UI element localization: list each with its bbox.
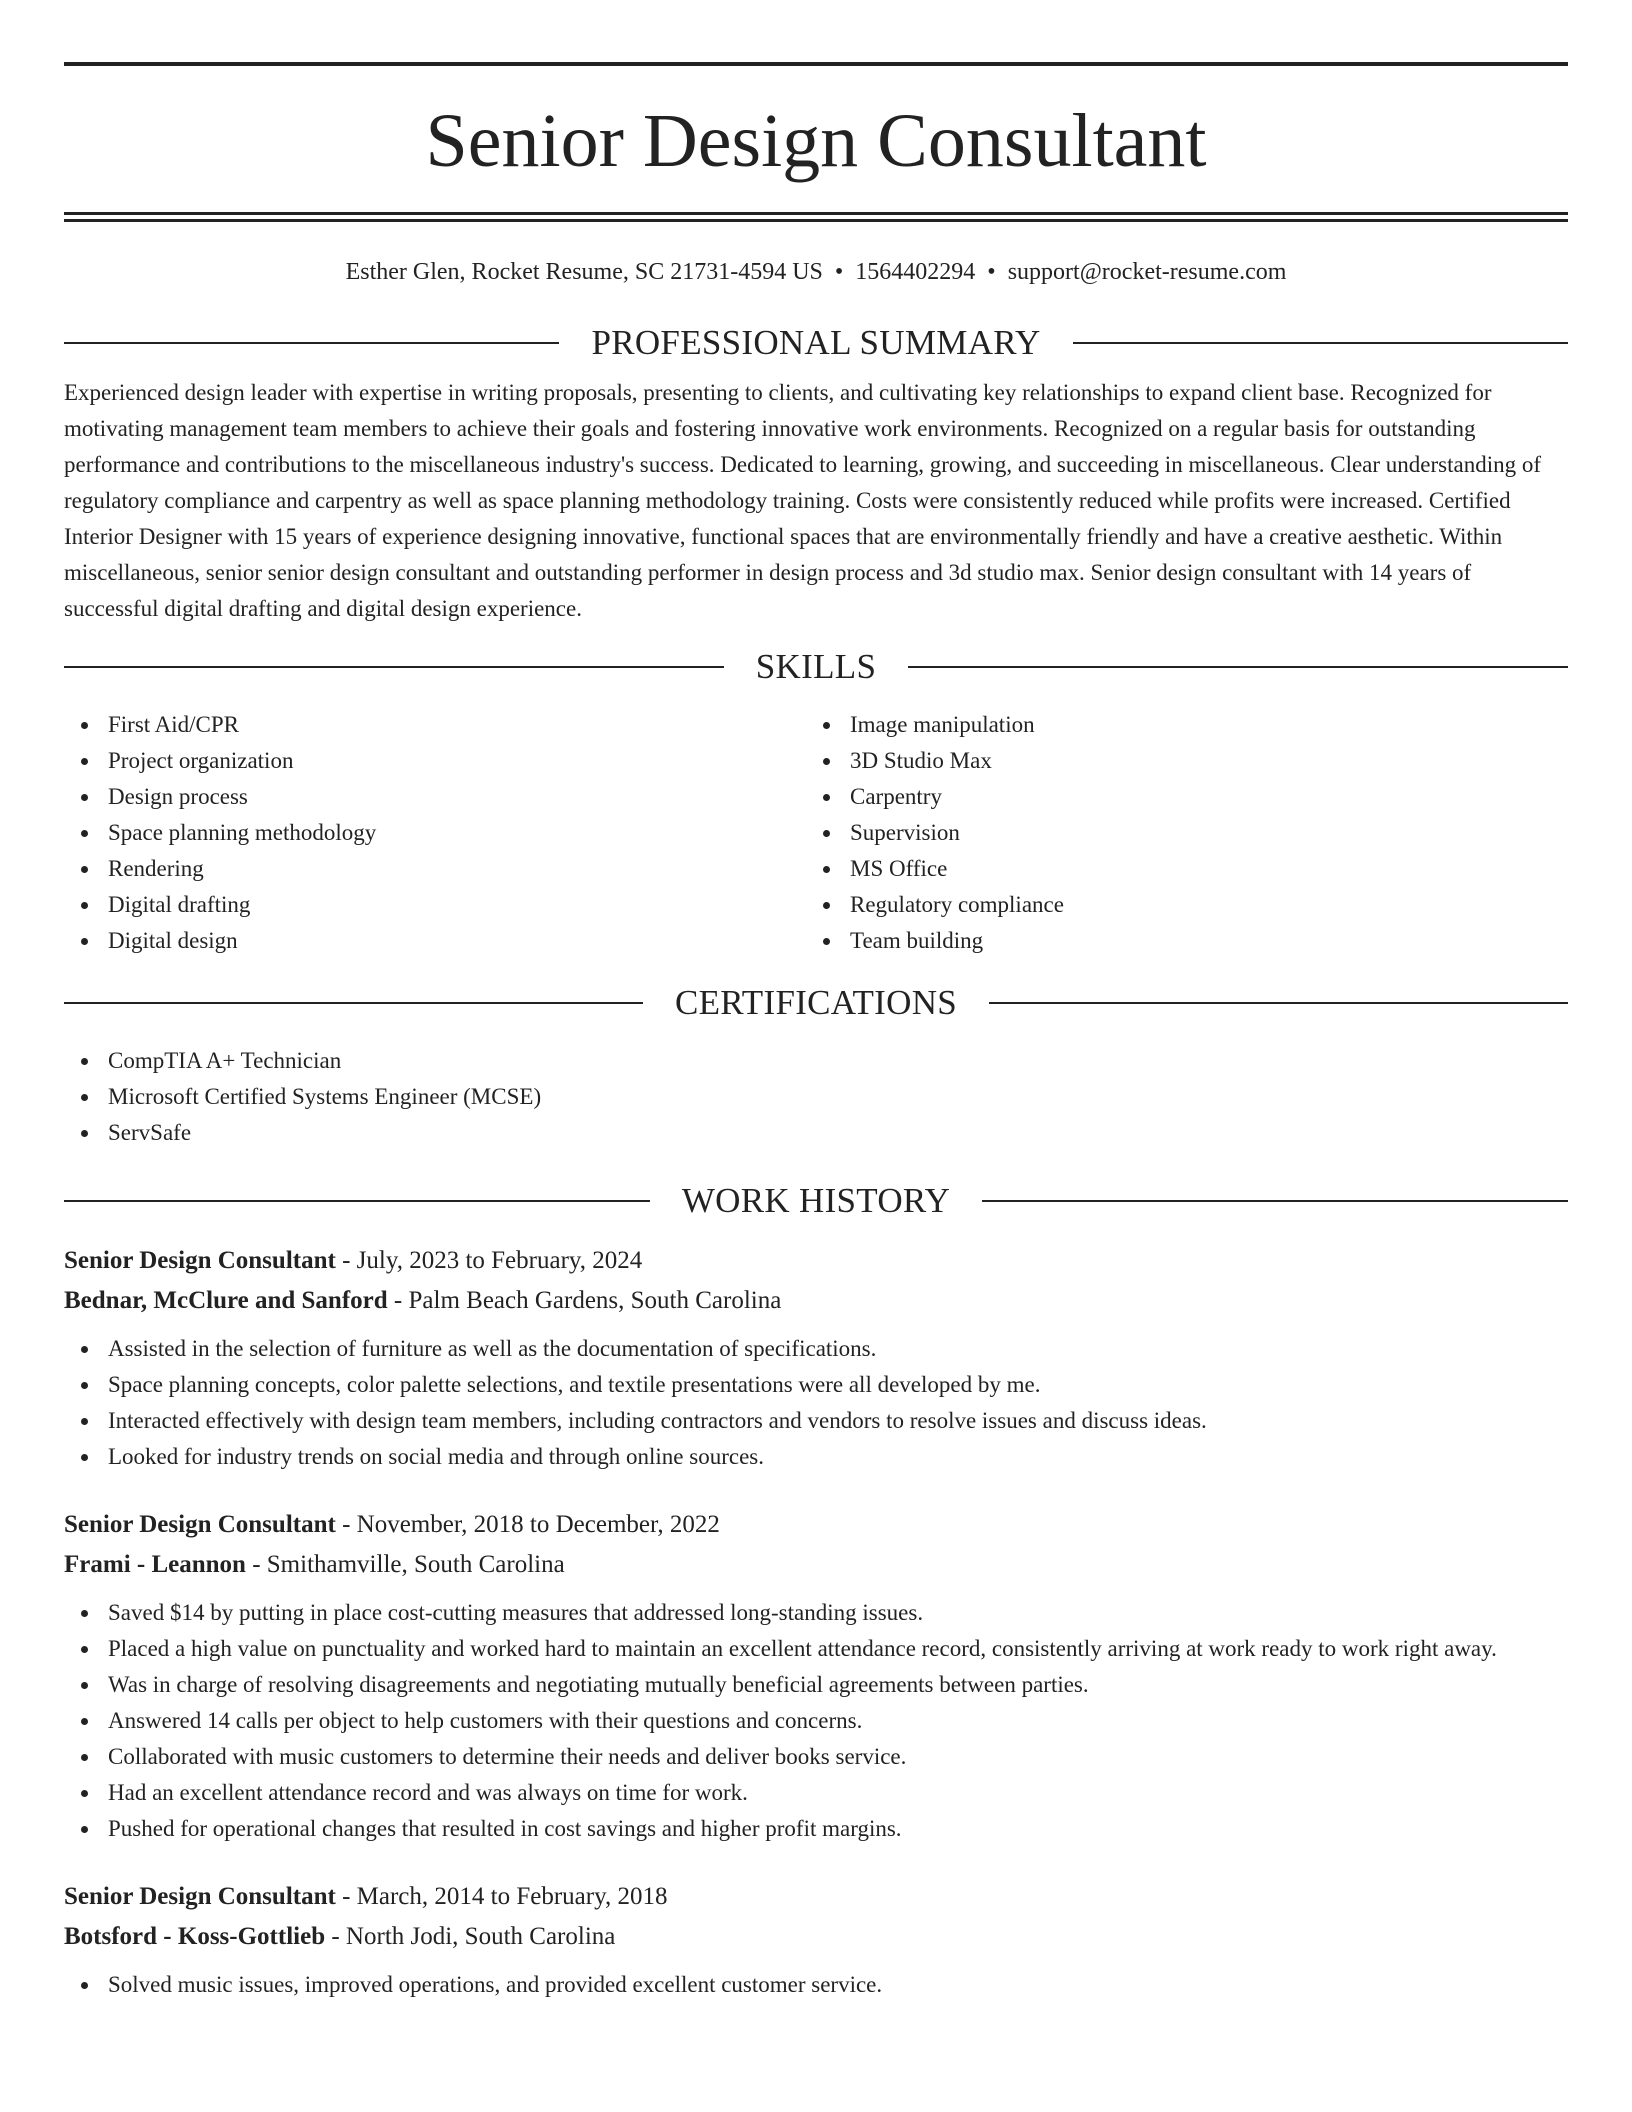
job-duty: Assisted in the selection of furniture as well as the documentation of specifications. [108,1331,1568,1367]
job-title: Senior Design Consultant [64,1511,336,1538]
summary-heading [64,323,1568,363]
job-location: - Smithamville, South Carolina [245,1551,565,1578]
job-title-line [64,1877,1568,1917]
certification-item: Microsoft Certified Systems Engineer (MCSE) [108,1079,1568,1115]
job-duty: Pushed for operational changes that resulted in cost savings and higher profit margins. [108,1811,1568,1847]
contact-email: support@rocket-resume.com [1007,259,1287,285]
job-company-line [64,1281,1568,1321]
job-duty: Placed a high value on punctuality and worked hard to maintain an excellent attendance record, consistently arriving at work ready to work right away. [108,1631,1568,1667]
job-duty: Solved music issues, improved operations, and provided excellent customer service. [108,1967,1568,2003]
certifications-list [64,1043,1568,1151]
job-entry [64,1241,1568,1475]
job-duties-list [64,1967,1568,2003]
skills-grid [64,707,1568,959]
skills-list-left [64,707,806,959]
certification-item: CompTIA A+ Technician [108,1043,1568,1079]
job-duties-list [64,1331,1568,1475]
heading-rule-left [64,1002,643,1004]
work-history-heading-label: WORK HISTORY [681,1181,951,1220]
certifications-heading-label: CERTIFICATIONS [674,983,958,1022]
job-dates: - November, 2018 to December, 2022 [335,1511,720,1538]
skill-item: Rendering [108,851,806,887]
skill-item: 3D Studio Max [850,743,1548,779]
skills-column-left [64,707,806,959]
job-duty: Space planning concepts, color palette selections, and textile presentations were all developed by me. [108,1367,1568,1403]
job-company: Frami - Leannon [64,1551,246,1578]
job-duty: Saved $14 by putting in place cost-cutting measures that addressed long-standing issues. [108,1595,1568,1631]
job-duty: Answered 14 calls per object to help customers with their questions and concerns. [108,1703,1568,1739]
job-entry [64,1505,1568,1847]
contact-line [64,257,1568,287]
skill-item: Digital drafting [108,887,806,923]
job-duty: Looked for industry trends on social media and through online sources. [108,1439,1568,1475]
skill-item: Project organization [108,743,806,779]
skill-item: Space planning methodology [108,815,806,851]
job-duties-list [64,1595,1568,1847]
skill-item: Digital design [108,923,806,959]
contact-address: Esther Glen, Rocket Resume, SC 21731-4594 US [345,259,823,285]
job-title: Senior Design Consultant [64,1247,336,1274]
skills-heading [64,647,1568,687]
summary-heading-label: PROFESSIONAL SUMMARY [591,323,1041,362]
job-duty: Collaborated with music customers to determine their needs and deliver books service. [108,1739,1568,1775]
work-history-heading [64,1181,1568,1221]
job-company-line [64,1917,1568,1957]
resume-name: Senior Design Consultant [425,99,1207,183]
heading-rule-left [64,666,724,668]
heading-rule-right [982,1200,1568,1202]
skill-item: Supervision [850,815,1548,851]
heading-rule-right [908,666,1568,668]
skills-column-right [806,707,1548,959]
job-location: - Palm Beach Gardens, South Carolina [387,1287,782,1314]
heading-rule-left [64,342,559,344]
heading-rule-right [1073,342,1568,344]
job-company: Bednar, McClure and Sanford [64,1287,388,1314]
job-company: Botsford - Koss-Gottlieb [64,1923,326,1950]
job-title: Senior Design Consultant [64,1883,336,1910]
job-title-line [64,1505,1568,1545]
job-entry [64,1877,1568,2003]
certification-item: ServSafe [108,1115,1568,1151]
contact-separator: • [987,259,996,285]
job-location: - North Jodi, South Carolina [325,1923,616,1950]
job-title-line [64,1241,1568,1281]
skill-item: Regulatory compliance [850,887,1548,923]
certifications-heading [64,983,1568,1023]
heading-rule-left [64,1200,650,1202]
name-double-rule [64,212,1568,222]
top-rule [64,62,1568,66]
summary-text: Experienced design leader with expertise in writing proposals, presenting to clients, and cultivating key relationships to expand client base. Recognized for motivating management team members to achieve their goals and fostering innovative work environments. Recognized on a regular basis for outstanding performance and contributions to the miscellaneous industry's success. Dedicated to learning, growing, and succeeding in miscellaneous. Clear understanding of regulatory compliance and carpentry as well as space planning methodology training. Costs were consistently reduced while profits were increased. Certified Interior Designer with 15 years of experience designing innovative, functional spaces that are environmentally friendly and have a creative aesthetic. Within miscellaneous, senior senior design consultant and outstanding performer in design process and 3d studio max. Senior design consultant with 14 years of successful digital drafting and digital design experience. [64,380,1542,621]
job-duty: Was in charge of resolving disagreements and negotiating mutually beneficial agreements between parties. [108,1667,1568,1703]
job-dates: - July, 2023 to February, 2024 [335,1247,643,1274]
certifications-block [64,1043,1568,1151]
skill-item: MS Office [850,851,1548,887]
skill-item: First Aid/CPR [108,707,806,743]
job-company-line [64,1545,1568,1585]
skill-item: Design process [108,779,806,815]
skill-item: Image manipulation [850,707,1548,743]
job-dates: - March, 2014 to February, 2018 [335,1883,668,1910]
skills-list-right [806,707,1548,959]
skill-item: Team building [850,923,1548,959]
job-duty: Had an excellent attendance record and was always on time for work. [108,1775,1568,1811]
heading-rule-right [989,1002,1568,1004]
skill-item: Carpentry [850,779,1548,815]
contact-separator: • [834,259,844,285]
contact-phone: 1564402294 [855,259,976,285]
skills-heading-label: SKILLS [755,647,877,686]
job-duty: Interacted effectively with design team members, including contractors and vendors to resolve issues and discuss ideas. [108,1403,1568,1439]
